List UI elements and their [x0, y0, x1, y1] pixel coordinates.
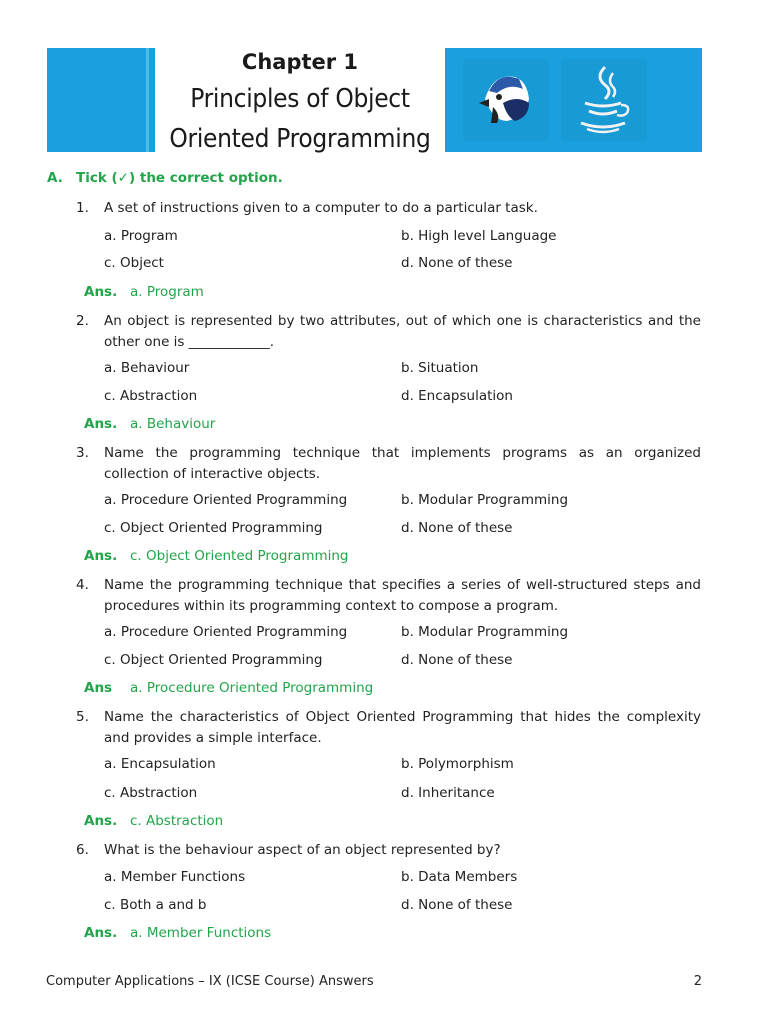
- option-c: c. Object: [104, 255, 164, 271]
- header-banner-left: [47, 48, 155, 152]
- question-text: Name the programming technique that implements programs as an organized collection of interactive objects.: [104, 445, 701, 482]
- chapter-title-line-1: Principles of Object: [190, 84, 410, 114]
- option-c: c. Abstraction: [104, 785, 198, 801]
- answer-label: Ans.: [84, 813, 118, 829]
- option-a: a. Program: [104, 228, 178, 244]
- option-b: b. Modular Programming: [401, 492, 569, 508]
- footer-title: Computer Applications – IX (ICSE Course) Answers: [46, 974, 374, 989]
- question-text: Name the programming technique that specifies a series of well-structured steps and procedures within its programming context to compose a program.: [104, 577, 701, 614]
- option-a: a. Member Functions: [104, 869, 246, 885]
- question-5: [76, 707, 701, 749]
- option-b: b. Situation: [401, 360, 479, 376]
- answer-label: Ans.: [84, 416, 118, 432]
- option-a: a. Behaviour: [104, 360, 190, 376]
- java-cup-icon: [561, 59, 647, 141]
- option-b: b. Polymorphism: [401, 756, 514, 772]
- answer-text: a. Behaviour: [130, 416, 216, 432]
- section-title: Tick (✓) the correct option.: [76, 170, 283, 186]
- question-number: 1.: [76, 200, 89, 216]
- question-3: [76, 443, 701, 485]
- option-c: c. Object Oriented Programming: [104, 520, 323, 536]
- answer-4: [84, 680, 373, 696]
- question-text: What is the behaviour aspect of an object represented by?: [104, 842, 501, 858]
- answer-1: [84, 284, 204, 300]
- option-a: a. Encapsulation: [104, 756, 216, 772]
- answer-2: [84, 416, 215, 432]
- section-heading: [47, 170, 283, 186]
- answer-text: c. Abstraction: [130, 813, 224, 829]
- answer-6: [84, 925, 271, 941]
- question-number: 4.: [76, 577, 89, 593]
- header-banner-right: [445, 48, 702, 152]
- option-b: b. High level Language: [401, 228, 557, 244]
- option-d: d. None of these: [401, 255, 513, 271]
- answer-3: [84, 548, 349, 564]
- option-c: c. Both a and b: [104, 897, 207, 913]
- option-a: a. Procedure Oriented Programming: [104, 624, 348, 640]
- chapter-title-line-2: Oriented Programming: [169, 124, 431, 154]
- answer-label: Ans: [84, 680, 113, 696]
- option-d: d. Encapsulation: [401, 388, 513, 404]
- chapter-label: Chapter 1: [241, 50, 359, 74]
- option-d: d. Inheritance: [401, 785, 495, 801]
- page-number: 2: [693, 974, 702, 989]
- answer-text: a. Member Functions: [130, 925, 272, 941]
- question-2: [76, 311, 701, 353]
- answer-text: a. Procedure Oriented Programming: [130, 680, 374, 696]
- option-b: b. Modular Programming: [401, 624, 569, 640]
- section-letter: A.: [47, 170, 63, 186]
- option-d: d. None of these: [401, 897, 513, 913]
- option-c: c. Abstraction: [104, 388, 198, 404]
- question-number: 5.: [76, 709, 89, 725]
- answer-text: c. Object Oriented Programming: [130, 548, 349, 564]
- question-6: [76, 840, 701, 861]
- question-4: [76, 575, 701, 617]
- answer-5: [84, 813, 223, 829]
- question-text: An object is represented by two attributes, out of which one is characteristics and the other one is ____________.: [104, 313, 701, 350]
- question-number: 3.: [76, 445, 89, 461]
- option-b: b. Data Members: [401, 869, 518, 885]
- question-number: 2.: [76, 313, 89, 329]
- option-d: d. None of these: [401, 520, 513, 536]
- option-c: c. Object Oriented Programming: [104, 652, 323, 668]
- bluej-bird-icon: [463, 59, 549, 141]
- question-text: A set of instructions given to a computer to do a particular task.: [104, 200, 538, 216]
- question-text: Name the characteristics of Object Oriented Programming that hides the complexity and provides a simple interface.: [104, 709, 701, 746]
- page-footer: [46, 974, 702, 989]
- answer-label: Ans.: [84, 284, 118, 300]
- question-number: 6.: [76, 842, 89, 858]
- option-d: d. None of these: [401, 652, 513, 668]
- option-a: a. Procedure Oriented Programming: [104, 492, 348, 508]
- question-1: [76, 198, 701, 219]
- answer-label: Ans.: [84, 548, 118, 564]
- answer-text: a. Program: [130, 284, 204, 300]
- answer-label: Ans.: [84, 925, 118, 941]
